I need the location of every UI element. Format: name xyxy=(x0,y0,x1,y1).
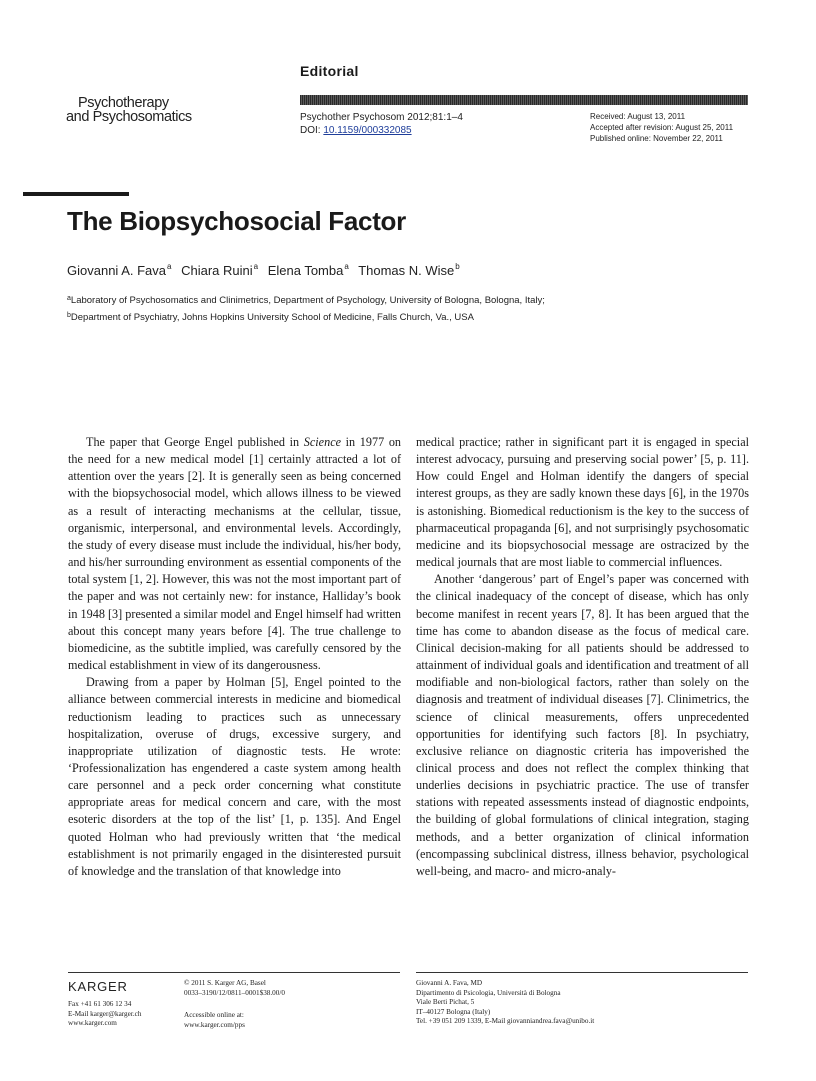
author-affiliation-mark: a xyxy=(167,262,172,271)
title-rule xyxy=(23,192,129,196)
author-list xyxy=(67,262,460,278)
body-column-right xyxy=(416,434,749,880)
publisher-fax: Fax +41 61 306 12 34 xyxy=(68,1000,132,1008)
doi-prefix: DOI: xyxy=(300,125,324,136)
body-column-left xyxy=(68,434,401,880)
affiliation-text: Laboratory of Psychosomatics and Clinimetrics, Department of Psychology, University of Bologna, Bologna, Italy; xyxy=(70,295,545,306)
author-name: Thomas N. Wise xyxy=(358,263,455,278)
affiliation-a xyxy=(67,291,545,308)
copyright: © 2011 S. Karger AG, Basel xyxy=(184,979,266,987)
affiliations xyxy=(67,291,545,325)
dates-block xyxy=(590,111,733,144)
corr-dept: Dipartimento di Psicologia, Università di Bologna xyxy=(416,988,561,997)
footer-rule-left xyxy=(68,972,400,973)
online-access xyxy=(184,1011,245,1030)
author-name: Giovanni A. Fava xyxy=(67,263,166,278)
accepted-date: Accepted after revision: August 25, 2011 xyxy=(590,123,734,132)
affiliation-mark: b xyxy=(67,312,71,319)
corr-contact: Tel. +39 051 209 1339, E-Mail giovanniandrea.fava@unibo.it xyxy=(416,1017,595,1026)
publisher-logo: KARGER xyxy=(68,979,128,994)
correspondence-block xyxy=(416,979,594,1027)
access-url[interactable]: www.karger.com/pps xyxy=(184,1020,245,1029)
body-paragraph: Drawing from a paper by Holman [5], Engel pointed to the alliance between commercial interests in medicine and biomedical reductionism leading to practices such as unnecessary hospitalization, overuse of drugs, excessive surgery, and inappropriate utilization of diagnostic tests. He wrote: ‘Professionalization has engendered a caste system among health care personnel and a peck order concerning what constitute appropriate areas for medical concern and care, with the most esoteric disorders at the top of the list’ [1, p. 135]. And Engel quoted Holman who had previously written that ‘the medical establishment is not primarily engaged in the disinterested pursuit of knowledge and the translation of that knowledge into xyxy=(68,675,401,878)
issn: 0033–3190/12/0811–0001$38.00/0 xyxy=(184,988,285,997)
journal-logo xyxy=(66,96,216,124)
citation-block xyxy=(300,111,463,137)
corr-street: Viale Berti Pichat, 5 xyxy=(416,998,475,1007)
section-label: Editorial xyxy=(300,63,359,79)
author-name: Chiara Ruini xyxy=(181,263,253,278)
affiliation-b xyxy=(67,308,545,325)
doi-line xyxy=(300,124,463,137)
affiliation-mark: a xyxy=(67,295,71,302)
corr-city: IT–40127 Bologna (Italy) xyxy=(416,1007,491,1016)
affiliation-text: Department of Psychiatry, Johns Hopkins University School of Medicine, Falls Church, Va., USA xyxy=(70,312,474,323)
journal-logo-line2: and Psychosomatics xyxy=(66,109,192,125)
body-paragraph: The paper that George Engel published in Science in 1977 on the need for a new medical model [1] certainly attracted a lot of attention over the years [2]. It is generally seen as being concerned with the biopsychosocial model, which allows illness to be viewed as a result of interacting mechanisms at the cellular, tissue, organismic, interpersonal, and environmental levels. Accordingly, the study of every disease must include the individual, his/her body, and his/her surrounding environment as essential components of the total system [1, 2]. However, this was not the most important part of the paper and was not certainly new: for instance, Halliday’s book in 1948 [3] presented a similar model and Engel himself had written about this concept many years before [4]. The true challenge to biomedicine, as the subtitle implied, was carefully censored by the medical establishment in view of its dangerousness. xyxy=(68,435,402,673)
journal-logo-line1: Psychotherapy xyxy=(78,95,169,111)
author-affiliation-mark: b xyxy=(455,262,460,271)
received-date: Received: August 13, 2011 xyxy=(590,112,686,121)
doi-link[interactable]: 10.1159/000332085 xyxy=(323,125,412,136)
body-paragraph: Another ‘dangerous’ part of Engel’s paper was concerned with the clinical inadequacy of the concept of disease, which has only become manifest in recent years [7, 8]. It has been argued that the time has come to abandon disease as the focus of medical care. Clinical decision-making for all patients should be addressed to attainment of individual goals and identification and treatment of all modifiable and non-biological factors, rather than solely on the diagnosis and treatment of individual diseases [7]. Clinimetrics, the science of clinical measurements, offers unprecedented opportunities for identifying such factors [8]. In psychiatry, exclusive reliance on diagnostic criteria has impoverished the clinical process and does not reflect the complex thinking that underlies decisions in psychiatric practice. The use of transfer stations with repeated assessments instead of diagnostic endpoints, the building of global formulations of clinical integration, staging methods, and a better organization of clinical information (encompassing subclinical distress, illness behavior, psychological well-being, and macro- and micro-analy- xyxy=(416,572,749,878)
journal-name-science: Science xyxy=(303,435,342,449)
author-affiliation-mark: a xyxy=(253,262,259,271)
author-affiliation-mark: a xyxy=(344,262,349,271)
citation: Psychother Psychosom 2012;81:1–4 xyxy=(300,112,463,123)
article-title: The Biopsychosocial Factor xyxy=(67,206,406,236)
publisher-email[interactable]: E-Mail karger@karger.ch xyxy=(68,1009,142,1018)
access-label: Accessible online at: xyxy=(184,1011,244,1019)
body-paragraph: medical practice; rather in significant part it is engaged in special interest advocacy, pursuing and preserving social power’ [5, p. 11]. How could Engel and Holman identify the dangers of special interest groups, as they are sadly known these days [6], in the 1970s is astonishing. Biomedical reductionism is the key to the success of pharmaceutical propaganda [6], and not surprisingly psychosomatic medicine and its biopsychosocial message are ostracized by the medical journals that are most liable to commercial influences. xyxy=(416,435,749,570)
footer-rule-right xyxy=(416,972,748,973)
copyright-block xyxy=(184,979,285,998)
header-hatch-bar xyxy=(300,95,748,105)
author-name: Elena Tomba xyxy=(267,263,344,278)
published-date: Published online: November 22, 2011 xyxy=(590,134,723,143)
publisher-contact xyxy=(68,1000,141,1029)
publisher-website[interactable]: www.karger.com xyxy=(68,1019,117,1028)
corr-name: Giovanni A. Fava, MD xyxy=(416,979,483,987)
